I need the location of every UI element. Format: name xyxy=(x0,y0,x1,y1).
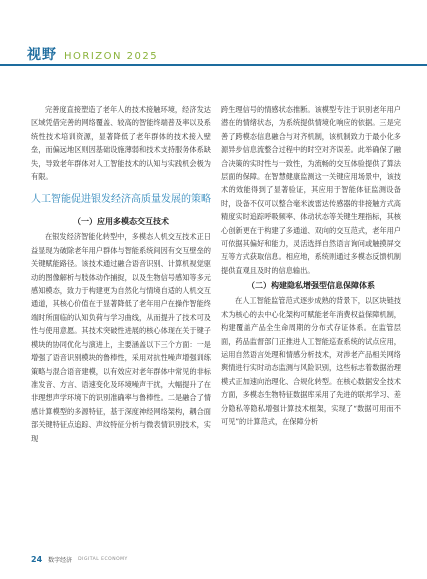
intro-paragraph: 完善度直接塑造了老年人的技术接触环境，经济发达区域凭借完善的网络覆盖、较高的智能终端普及率以及系统性技术培训资源，显著降低了老年群体的技术接入壁垒，而偏远地区则因基础设施薄弱和技术支持服务体系缺失，导致老年群体对人工智能技术的认知与实践机会极为有限。 xyxy=(31,105,211,182)
magazine-name-en: DIGITAL ECONOMY xyxy=(78,557,128,562)
header-divider xyxy=(0,64,427,66)
section-subtitle: HORIZON 2025 xyxy=(64,51,159,62)
sub-heading-1: （一）应用多模态交互技术 xyxy=(73,217,169,227)
section-heading: 人工智能促进银发经济高质量发展的策略 xyxy=(31,194,211,206)
body-paragraph-2: 跨生理信号的情感状态推断。该模型专注于识别老年用户潜在的情绪状态，为系统提供情境化响应的依据。三是完善了跨模态信息融合与对齐机制，该机制致力于最小化多源异步信息流整合过程中的时空对齐误差。此举确保了融合决策的实时性与一致性，为流畅的交互体验提供了算法层面的保障。在智慧健康监测这一关键应用场景中，该技术的效能得到了显著验证，其应用于智能体征监测设备时，设备不仅可以整合毫米波雷达传感器的非接触方式高精度实时追踪呼吸频率、体动状态等关键生理指标，其核心创新更在于构建了多通道、双向的交互范式，老年用户可依据其偏好和能力，灵活选择自然语言询问或触摸屏交互等方式获取信息。相应地，系统则通过多模态反馈机制提供直观且及时的信息输出。 xyxy=(221,105,401,275)
page-header xyxy=(27,44,158,64)
body-paragraph-1: 在银发经济智能化转型中，多模态人机交互技术正日益显现为破除老年用户群体与智能系统间因有交互壁垒的关键赋能路径。该技术通过融合语音识别、计算机视觉驱动的图像解析与肢体动作捕捉，以及生物信号感知等多元感知模态，致力于构建更为自然化与情境自适的人机交互通道，其核心价值在于显著降低了老年用户在操作智能终端时所面临的认知负荷与学习曲线，从而提升了技术可及性与使用意愿。其技术突破性进展的核心体现在关于键子模块的协同优化与演进上，主要涵盖以下三个方面：一是增强了语音识别模块的鲁棒性，采用对抗性噪声增强训练策略与混合语音建模，以有效应对老年群体中常见的非标准发音、方言、语速变化及环境噪声干扰，大幅提升了在非理想声学环境下的识别准确率与鲁棒性。二是融合了情感计算模型的多源特征，基于深度神经网络架构，耦合面部关键特征点追踪、声纹特征分析与微表情识别技术，实现 xyxy=(31,232,211,443)
right-column xyxy=(221,103,401,428)
page-number: 24 xyxy=(31,555,43,564)
sub-heading-2: （二）构建隐私增强型信息保障体系 xyxy=(247,281,375,291)
body-paragraph-3: 在人工智能监管范式逐步成熟的背景下，以区块链技术为核心的去中心化架构可赋能老年消费权益保障机制，构建覆盖产品全生命周期的分布式存证体系。在监管层面，药品监督部门正推进人工智能巡查系统的试点应用，运用自然语言处理和情感分析技术，对涉老产品相关网络舆情进行实时动态监测与风险识别，这些标志着数据治理模式正加速向治理化、合规化转型。在核心数据安全技术方面，多模态生物特征数据库采用了先进的联邦学习、差分隐私等隐私增强计算技术框架，实现了“数据可用而不可见”的计算范式，在保障分析 xyxy=(221,296,401,426)
page-footer xyxy=(31,555,128,564)
section-title: 视野 xyxy=(27,47,57,63)
left-column xyxy=(31,103,211,445)
magazine-name: 数字经济 xyxy=(48,557,73,564)
top-margin xyxy=(0,0,427,22)
